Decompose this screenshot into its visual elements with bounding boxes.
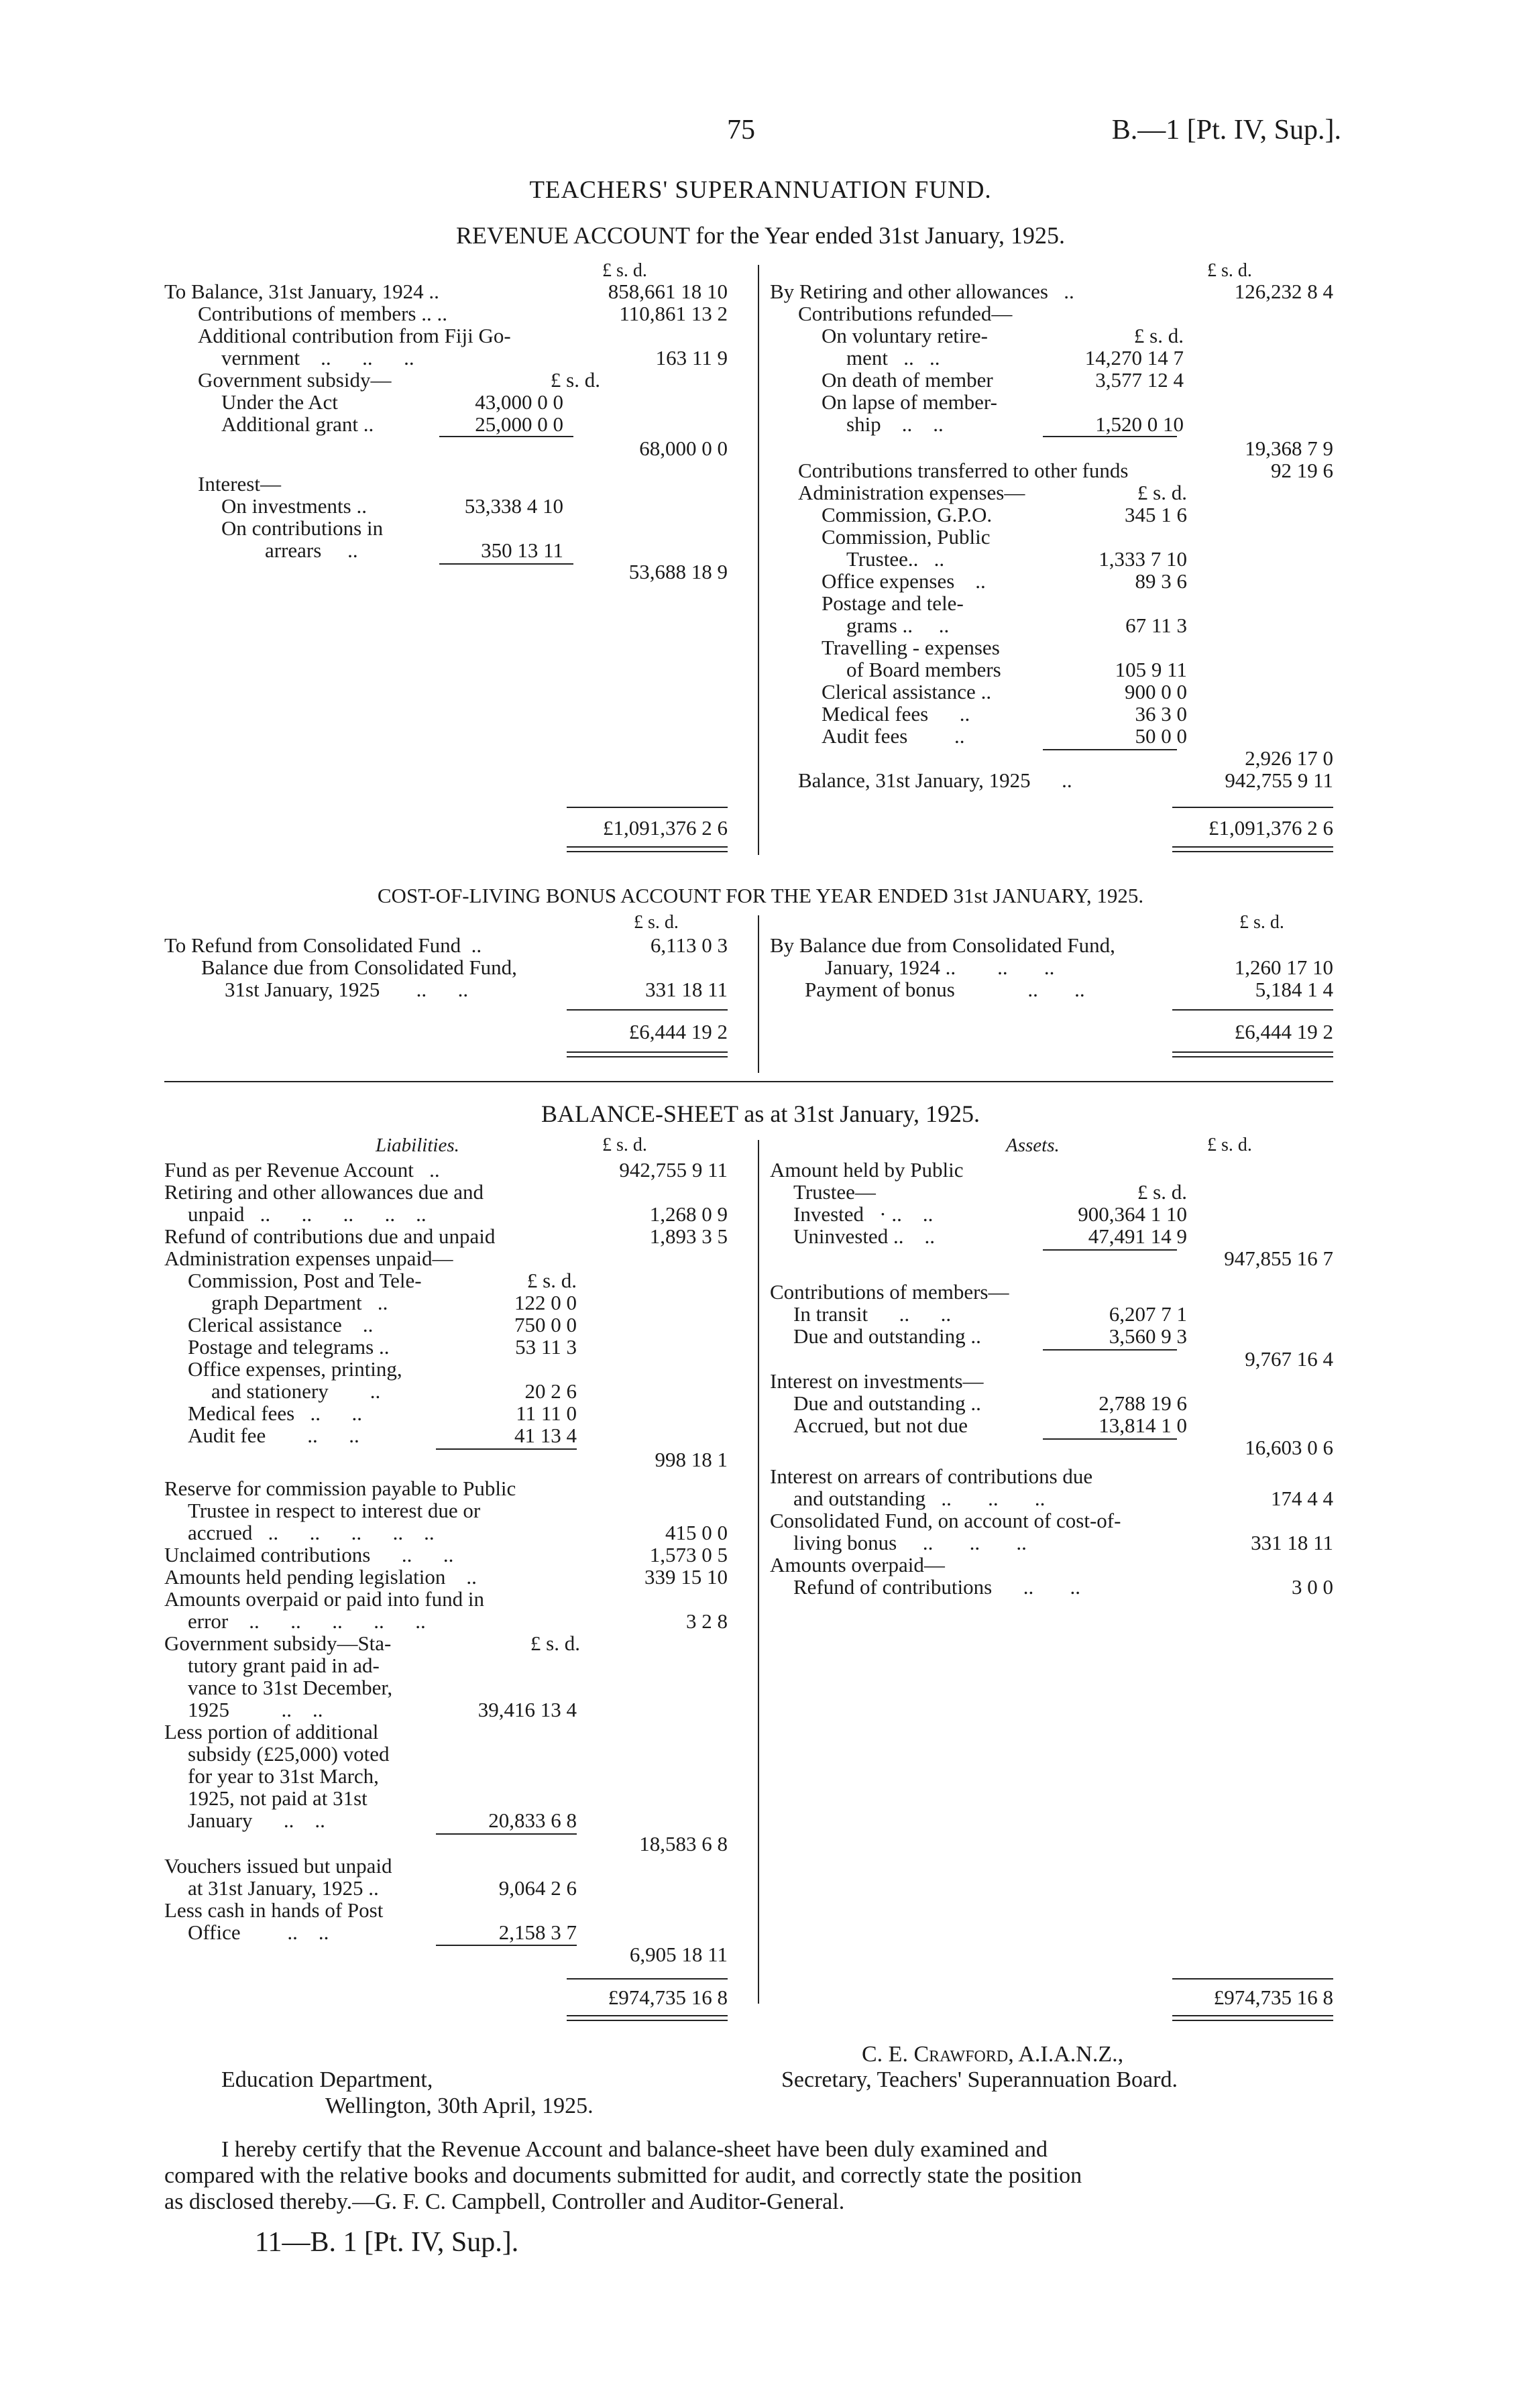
bonus-right-row: January, 1924 .. .. .. 1,260 17 10 xyxy=(825,956,1333,979)
bonus-right-row: By Balance due from Consolidated Fund, xyxy=(770,933,1115,957)
assets-row: and outstanding .. .. .. 174 4 4 xyxy=(793,1487,1333,1510)
total-double-rule xyxy=(567,846,728,852)
total-rule xyxy=(567,1009,728,1011)
revenue-right-row: Contributions refunded— xyxy=(798,302,1013,325)
bonus-left-total: £6,444 19 2 xyxy=(628,1020,728,1043)
revenue-left-row: vernment .. .. .. 163 11 9 xyxy=(221,346,728,369)
total-double-rule xyxy=(1172,846,1333,852)
liabilities-row: subsidy (£25,000) voted xyxy=(188,1742,390,1766)
subtotal-rule xyxy=(1043,436,1177,437)
liabilities-row: 6,905 18 11 xyxy=(629,1943,728,1966)
liabilities-row: graph Department .. 122 0 0 xyxy=(211,1291,577,1314)
revenue-right-row: On voluntary retire- £ s. d. xyxy=(822,324,1184,347)
assets-row: Refund of contributions .. .. 3 0 0 xyxy=(793,1575,1333,1599)
revenue-left-money-head: £ s. d. xyxy=(602,260,647,281)
assets-row: Amount held by Public xyxy=(770,1158,964,1182)
revenue-right-total: £1,091,376 2 6 xyxy=(1208,816,1333,840)
subtotal-rule xyxy=(439,436,573,437)
revenue-left-row: On investments .. 53,338 4 10 xyxy=(221,494,563,518)
subtotal-rule xyxy=(436,1945,577,1946)
revenue-right-row: of Board members 105 9 11 xyxy=(846,658,1187,681)
liabilities-row: Refund of contributions due and unpaid 1,893 3 5 xyxy=(164,1224,728,1248)
assets-row: Uninvested .. .. 47,491 14 9 xyxy=(793,1224,1187,1248)
liabilities-row: accrued .. .. .. .. .. 415 0 0 xyxy=(188,1521,728,1544)
certificate-line: I hereby certify that the Revenue Account and balance-sheet have been duly examined and xyxy=(221,2137,1048,2162)
certificate-line: compared with the relative books and documents submitted for audit, and correctly state the position xyxy=(164,2163,1082,2188)
bonus-title: COST-OF-LIVING BONUS ACCOUNT FOR THE YEAR ENDED 31st JANUARY, 1925. xyxy=(377,884,1144,907)
assets-row: 16,603 0 6 xyxy=(1245,1436,1333,1459)
revenue-left-row: Government subsidy— £ s. d. xyxy=(198,368,600,392)
balance-sheet-title: BALANCE-SHEET as at 31st January, 1925. xyxy=(541,1100,980,1127)
assets-total: £974,735 16 8 xyxy=(1213,1986,1333,2009)
liabilities-row: Commission, Post and Tele- £ s. d. xyxy=(188,1269,577,1292)
liabilities-row: Office expenses, printing, xyxy=(188,1357,402,1381)
liabilities-row: error .. .. .. .. .. 3 2 8 xyxy=(188,1609,728,1633)
revenue-left-row: 53,688 18 9 xyxy=(628,560,728,583)
liabilities-row: Office .. .. 2,158 3 7 xyxy=(188,1920,577,1944)
bonus-left-row: 31st January, 1925 .. .. 331 18 11 xyxy=(225,978,728,1001)
revenue-left-row: To Balance, 31st January, 1924 .. 858,661 18 10 xyxy=(164,280,728,303)
revenue-right-row: Contributions transferred to other funds 92 19 6 xyxy=(798,459,1333,482)
revenue-right-row: ment .. .. 14,270 14 7 xyxy=(846,346,1184,369)
liabilities-row: 1925, not paid at 31st xyxy=(188,1786,368,1810)
revenue-right-row: Commission, G.P.O. 345 1 6 xyxy=(822,503,1187,526)
revenue-right-row: Postage and tele- xyxy=(822,591,964,615)
revenue-left-row: Additional grant .. 25,000 0 0 xyxy=(221,412,563,436)
total-rule xyxy=(567,1978,728,1980)
total-double-rule xyxy=(1172,2015,1333,2021)
certificate-line: as disclosed thereby.—G. F. C. Campbell, Controller and Auditor-General. xyxy=(164,2189,845,2214)
liabilities-row: Reserve for commission payable to Public xyxy=(164,1477,516,1500)
total-rule xyxy=(1172,807,1333,808)
section-divider xyxy=(164,1081,1333,1082)
liabilities-row: Less cash in hands of Post xyxy=(164,1898,384,1922)
revenue-right-row: ship .. .. 1,520 0 10 xyxy=(846,412,1184,436)
subtotal-rule xyxy=(1043,1249,1177,1251)
revenue-account-title: REVENUE ACCOUNT for the Year ended 31st January, 1925. xyxy=(456,222,1065,249)
revenue-right-row: By Retiring and other allowances .. 126,232 8 4 xyxy=(770,280,1333,303)
liabilities-row: Retiring and other allowances due and xyxy=(164,1180,484,1204)
liabilities-row: Unclaimed contributions .. .. 1,573 0 5 xyxy=(164,1543,728,1566)
revenue-right-row: Clerical assistance .. 900 0 0 xyxy=(822,680,1187,703)
liabilities-row: Government subsidy—Sta- £ s. d. xyxy=(164,1631,580,1655)
revenue-right-money-head: £ s. d. xyxy=(1207,260,1252,281)
assets-row: Due and outstanding .. 2,788 19 6 xyxy=(793,1391,1187,1415)
revenue-right-row: On death of member 3,577 12 4 xyxy=(822,368,1184,392)
signatory-name: C. E. Crawford, A.I.A.N.Z., xyxy=(862,2042,1124,2067)
assets-row: Accrued, but not due 13,814 1 0 xyxy=(793,1414,1187,1437)
signatory-role: Secretary, Teachers' Superannuation Board. xyxy=(781,2067,1178,2092)
liabilities-row: Medical fees .. .. 11 11 0 xyxy=(188,1401,577,1425)
place-date: Wellington, 30th April, 1925. xyxy=(325,2094,594,2118)
assets-row: Interest on investments— xyxy=(770,1369,984,1393)
subtotal-rule xyxy=(1043,749,1177,750)
subtotal-rule xyxy=(436,1448,577,1450)
liabilities-money-head: £ s. d. xyxy=(602,1135,647,1155)
revenue-left-row: Additional contribution from Fiji Go- xyxy=(198,324,511,347)
department-name: Education Department, xyxy=(221,2067,433,2092)
revenue-left-total: £1,091,376 2 6 xyxy=(603,816,728,840)
revenue-right-row: 19,368 7 9 xyxy=(1245,437,1333,460)
subtotal-rule xyxy=(1043,1349,1177,1351)
liabilities-row: Audit fee .. .. 41 13 4 xyxy=(188,1424,577,1447)
liabilities-row: January .. .. 20,833 6 8 xyxy=(188,1809,577,1832)
assets-row: Consolidated Fund, on account of cost-of- xyxy=(770,1509,1121,1532)
assets-row: Contributions of members— xyxy=(770,1280,1009,1304)
revenue-right-row: On lapse of member- xyxy=(822,390,997,414)
liabilities-row: Administration expenses unpaid— xyxy=(164,1247,453,1270)
assets-row: 947,855 16 7 xyxy=(1224,1247,1333,1270)
bonus-right-total: £6,444 19 2 xyxy=(1234,1020,1333,1043)
liabilities-row: Amounts held pending legislation .. 339 15 10 xyxy=(164,1565,728,1589)
revenue-left-row: Interest— xyxy=(198,472,281,496)
revenue-right-row: Trustee.. .. 1,333 7 10 xyxy=(846,547,1187,571)
liabilities-row: 998 18 1 xyxy=(655,1448,728,1471)
page-number: 75 xyxy=(727,115,755,146)
subtotal-rule xyxy=(439,563,573,565)
revenue-right-row: Commission, Public xyxy=(822,525,991,549)
bonus-right-row: Payment of bonus .. .. 5,184 1 4 xyxy=(805,978,1333,1001)
document-ref: B.—1 [Pt. IV, Sup.]. xyxy=(1111,115,1341,146)
liabilities-row: 1925 .. .. 39,416 13 4 xyxy=(188,1698,577,1721)
assets-row: Interest on arrears of contributions due xyxy=(770,1465,1093,1488)
total-double-rule xyxy=(567,1051,728,1057)
revenue-right-row: Office expenses .. 89 3 6 xyxy=(822,569,1187,593)
liabilities-row: Trustee in respect to interest due or xyxy=(188,1499,481,1522)
revenue-right-row: Medical fees .. 36 3 0 xyxy=(822,702,1187,726)
liabilities-heading: Liabilities. xyxy=(376,1135,459,1156)
total-double-rule xyxy=(1172,1051,1333,1057)
liabilities-row: and stationery .. 20 2 6 xyxy=(211,1379,577,1403)
revenue-left-row: arrears .. 350 13 11 xyxy=(265,538,563,562)
revenue-left-row: On contributions in xyxy=(221,516,384,540)
bonus-left-money-head: £ s. d. xyxy=(634,912,679,933)
liabilities-row: unpaid .. .. .. .. .. 1,268 0 9 xyxy=(188,1202,728,1226)
revenue-right-row: Audit fees .. 50 0 0 xyxy=(822,724,1187,748)
assets-row: Due and outstanding .. 3,560 9 3 xyxy=(793,1324,1187,1348)
footer-ref: 11—B. 1 [Pt. IV, Sup.]. xyxy=(255,2227,519,2258)
revenue-left-row: 68,000 0 0 xyxy=(639,437,728,460)
liabilities-row: Clerical assistance .. 750 0 0 xyxy=(188,1313,577,1336)
liabilities-row: Fund as per Revenue Account .. 942,755 9 11 xyxy=(164,1158,728,1182)
assets-row: Amounts overpaid— xyxy=(770,1553,945,1576)
liabilities-row: for year to 31st March, xyxy=(188,1764,379,1788)
total-rule xyxy=(1172,1978,1333,1980)
liabilities-row: vance to 31st December, xyxy=(188,1676,393,1699)
bonus-divider xyxy=(758,915,759,1073)
revenue-divider xyxy=(758,265,759,855)
liabilities-total: £974,735 16 8 xyxy=(608,1986,728,2009)
revenue-right-row: Administration expenses— £ s. d. xyxy=(798,481,1187,504)
assets-row: In transit .. .. 6,207 7 1 xyxy=(793,1302,1187,1326)
bonus-left-row: To Refund from Consolidated Fund .. 6,113 0 3 xyxy=(164,933,728,957)
liabilities-row: at 31st January, 1925 .. 9,064 2 6 xyxy=(188,1876,577,1900)
balance-divider xyxy=(758,1140,759,2004)
assets-row: 9,767 16 4 xyxy=(1245,1347,1333,1371)
revenue-right-row: 2,926 17 0 xyxy=(1245,746,1333,770)
subtotal-rule xyxy=(1043,1438,1177,1440)
liabilities-row: tutory grant paid in ad- xyxy=(188,1654,380,1677)
total-rule xyxy=(567,807,728,808)
fund-title: TEACHERS' SUPERANNUATION FUND. xyxy=(529,176,992,204)
bonus-right-money-head: £ s. d. xyxy=(1239,912,1284,933)
liabilities-row: Postage and telegrams .. 53 11 3 xyxy=(188,1335,577,1359)
bonus-left-row: Balance due from Consolidated Fund, xyxy=(201,956,517,979)
assets-money-head: £ s. d. xyxy=(1207,1135,1252,1155)
assets-heading: Assets. xyxy=(1006,1135,1060,1156)
assets-row: Invested · .. .. 900,364 1 10 xyxy=(793,1202,1187,1226)
revenue-right-row: Travelling - expenses xyxy=(822,636,1000,659)
subtotal-rule xyxy=(436,1833,577,1835)
liabilities-row: 18,583 6 8 xyxy=(639,1832,728,1855)
revenue-right-row: grams .. .. 67 11 3 xyxy=(846,614,1187,637)
assets-row: living bonus .. .. .. 331 18 11 xyxy=(793,1531,1333,1554)
revenue-right-row: Balance, 31st January, 1925 .. 942,755 9 11 xyxy=(798,768,1333,792)
total-rule xyxy=(1172,1009,1333,1011)
total-double-rule xyxy=(567,2015,728,2021)
liabilities-row: Amounts overpaid or paid into fund in xyxy=(164,1587,484,1611)
revenue-left-row: Contributions of members .. .. 110,861 13 2 xyxy=(198,302,728,325)
liabilities-row: Vouchers issued but unpaid xyxy=(164,1854,392,1878)
liabilities-row: Less portion of additional xyxy=(164,1720,379,1743)
revenue-left-row: Under the Act 43,000 0 0 xyxy=(221,390,563,414)
assets-row: Trustee— £ s. d. xyxy=(793,1180,1187,1204)
